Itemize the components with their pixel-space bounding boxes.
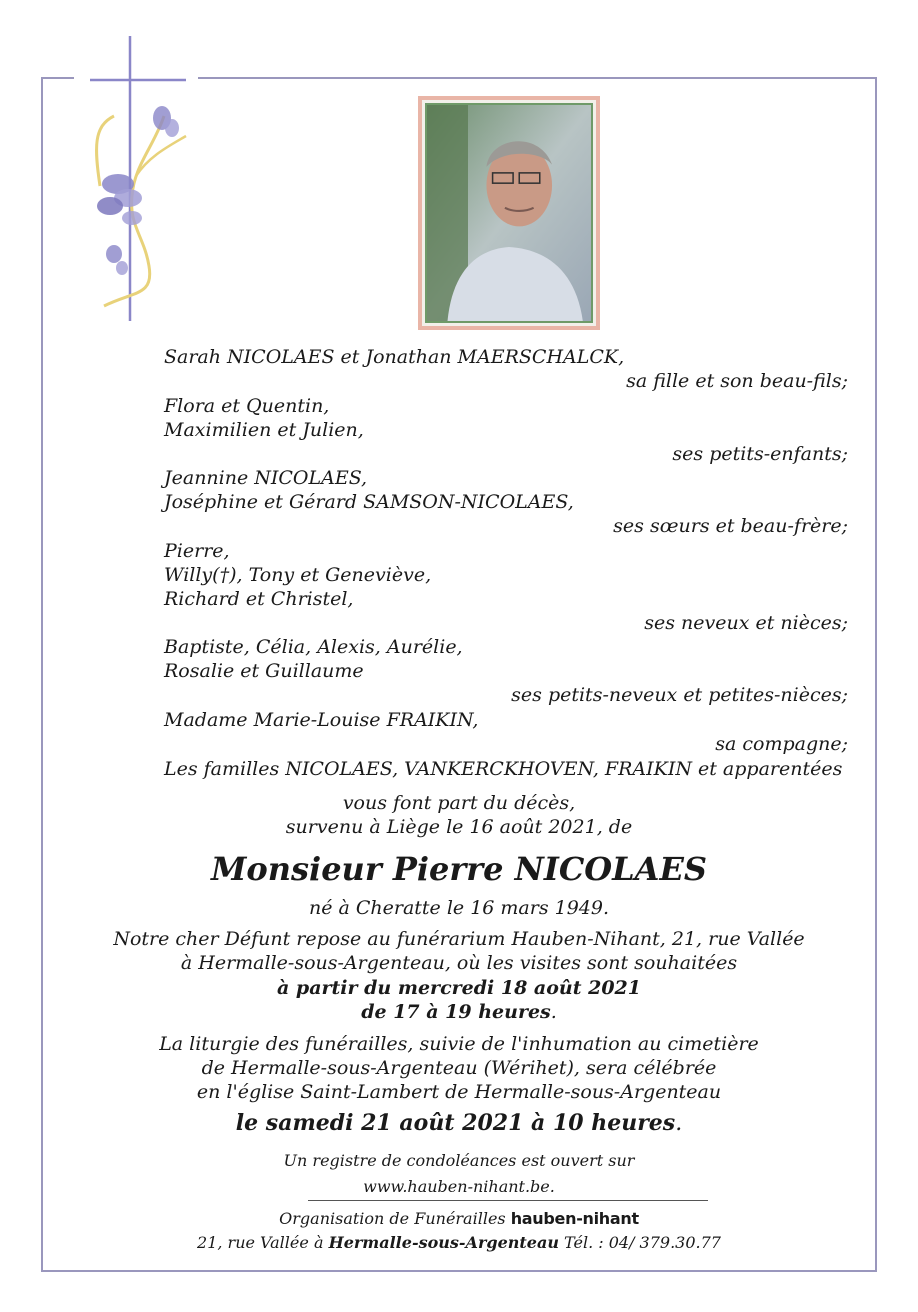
family-relation: ses neveux et nièces;	[644, 612, 848, 634]
portrait-photo	[427, 105, 591, 321]
family-relation: ses petits-enfants;	[672, 443, 848, 465]
footer-phone: Tél. : 04/ 379.30.77	[564, 1233, 721, 1252]
footer-addr-prefix: 21, rue Vallée à	[197, 1233, 324, 1252]
visit-hours-end: .	[550, 1001, 557, 1023]
family-relation: sa fille et son beau-fils;	[626, 370, 848, 392]
family-name-line: Madame Marie-Louise FRAIKIN,	[164, 709, 479, 731]
announce-line: survenu à Liège le 16 août 2021, de	[285, 816, 633, 838]
footer-org-label: Organisation de Funérailles	[279, 1209, 506, 1228]
family-name-line: Willy(†), Tony et Geneviève,	[164, 564, 432, 586]
family-name-line: Pierre,	[164, 540, 230, 562]
rest-line: Notre cher Défunt repose au funérarium Hauben-Nihant, 21, rue Vallée	[113, 928, 805, 950]
family-name-line: Joséphine et Gérard SAMSON-NICOLAES,	[164, 491, 574, 513]
liturgy-line: La liturgie des funérailles, suivie de l'inhumation au cimetière	[159, 1033, 759, 1055]
rest-line: à Hermalle-sous-Argenteau, où les visites sont souhaitées	[180, 952, 738, 974]
register-line: Un registre de condoléances est ouvert sur	[283, 1151, 635, 1170]
family-name-line: Rosalie et Guillaume	[164, 660, 364, 682]
family-relation: sa compagne;	[715, 733, 848, 755]
announce-line: vous font part du décès,	[342, 792, 576, 814]
families-line: Les familles NICOLAES, VANKERCKHOVEN, FRAIKIN et apparentées	[164, 758, 843, 780]
cross-with-flower-icon	[74, 36, 198, 336]
family-name-line: Richard et Christel,	[164, 588, 354, 610]
footer-addr-town: Hermalle-sous-Argenteau	[328, 1233, 559, 1252]
brand-logo: hauben-nihant	[510, 1209, 639, 1228]
family-name-line: Flora et Quentin,	[164, 395, 330, 417]
funeral-date: le samedi 21 août 2021 à 10 heures	[235, 1110, 676, 1136]
cross-decoration	[74, 36, 198, 336]
funeral-line	[0, 1108, 918, 1139]
family-name-line: Maximilien et Julien,	[164, 419, 364, 441]
liturgy-line: en l'église Saint-Lambert de Hermalle-sous-Argenteau	[196, 1081, 722, 1103]
family-name-line: Baptiste, Célia, Alexis, Aurélie,	[164, 636, 463, 658]
deceased-name: Monsieur Pierre NICOLAES	[210, 850, 707, 888]
visit-hours: de 17 à 19 heures	[361, 1001, 551, 1023]
footer-divider	[308, 1200, 708, 1201]
footer-org	[0, 1207, 918, 1231]
visit-hours-line	[0, 1000, 918, 1024]
family-name-line: Sarah NICOLAES et Jonathan MAERSCHALCK,	[164, 346, 625, 368]
visit-date: à partir du mercredi 18 août 2021	[277, 977, 641, 999]
family-relation: ses sœurs et beau-frère;	[613, 515, 848, 537]
family-name-line: Jeannine NICOLAES,	[164, 467, 368, 489]
footer-address	[0, 1231, 918, 1255]
funeral-end: .	[675, 1111, 683, 1136]
register-url[interactable]: www.hauben-nihant.be.	[363, 1177, 555, 1196]
liturgy-line: de Hermalle-sous-Argenteau (Wérihet), sera célébrée	[201, 1057, 717, 1079]
family-relation: ses petits-neveux et petites-nièces;	[511, 684, 848, 706]
portrait-frame	[418, 96, 600, 330]
birth-line: né à Cheratte le 16 mars 1949.	[308, 897, 610, 919]
